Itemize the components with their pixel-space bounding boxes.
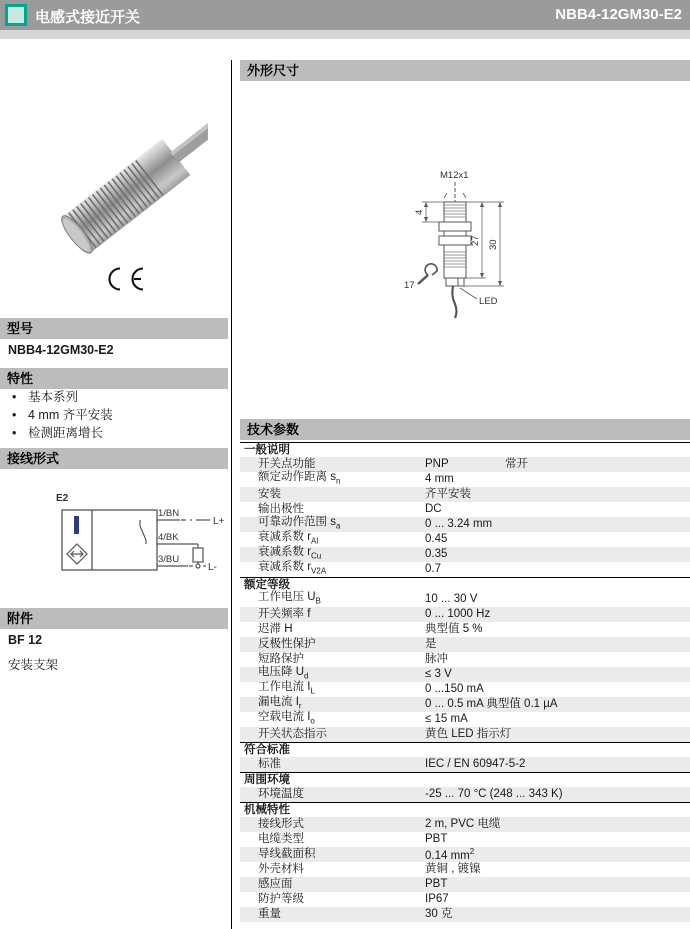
terminal-lplus: L+: [213, 516, 225, 527]
table-section-header: [240, 772, 690, 787]
accessory-description: 安装支架: [8, 658, 59, 672]
table-row: [240, 502, 690, 517]
param-label: 接线形式: [258, 818, 304, 830]
table-row: [240, 907, 690, 922]
param-value: 0 ... 3.24 mm: [425, 518, 493, 530]
table-row: [240, 472, 690, 487]
table-row: [240, 847, 690, 862]
header-model-number: NBB4-12GM30-E2: [555, 6, 682, 23]
param-value: IEC / EN 60947-5-2: [425, 758, 526, 770]
param-value: 30 克: [425, 908, 453, 920]
param-value: DC: [425, 503, 442, 515]
param-label: 标准: [258, 758, 281, 770]
param-value: 齐平安装: [425, 488, 471, 500]
section-title: 一般说明: [244, 443, 290, 456]
param-value: 0 ... 1000 Hz: [425, 608, 491, 620]
param-label: 输出极性: [258, 503, 304, 515]
table-row: [240, 562, 690, 577]
product-photo: [38, 62, 208, 262]
param-label: 开关点功能: [258, 458, 316, 470]
dim-4-label: 4: [414, 209, 425, 215]
ce-mark-icon: [110, 269, 144, 290]
table-row: [240, 457, 690, 472]
wire-label-bn: 1/BN: [158, 508, 180, 519]
table-row: [240, 667, 690, 682]
wiring-diagram-label: E2: [56, 493, 69, 504]
param-label: 工作电流 $I_L$: [258, 681, 315, 696]
param-label: 开关频率 f: [258, 608, 311, 620]
table-row: [240, 892, 690, 907]
param-label: 工作电压 $U_B$: [258, 591, 321, 606]
section-title: 机械特性: [244, 803, 290, 816]
param-value: 常开: [505, 458, 528, 470]
param-value: PBT: [425, 878, 448, 890]
connection-section-header: 接线形式: [0, 448, 228, 469]
model-section-header: 型号: [0, 318, 228, 339]
param-value: 0.45: [425, 533, 448, 545]
param-label: 重量: [258, 908, 281, 920]
table-row: [240, 607, 690, 622]
param-value: 10 ... 30 V: [425, 593, 478, 605]
param-value: PBT: [425, 833, 448, 845]
param-label: 空载电流 $I_o$: [258, 711, 315, 726]
param-value: 黄铜 , 镀镍: [425, 863, 481, 875]
param-label: 电缆类型: [258, 833, 304, 845]
param-label: 导线截面积: [258, 848, 316, 860]
title-bar: [0, 0, 690, 30]
param-label: 衰减系数 $r_{V2A}$: [258, 561, 327, 576]
table-row: [240, 727, 690, 742]
dim-27-label: 27: [470, 235, 481, 246]
bullet-icon: •: [12, 390, 17, 404]
param-value: 脉冲: [425, 653, 448, 665]
wire-label-bu: 3/BU: [158, 554, 180, 565]
table-section-header: [240, 442, 690, 457]
dim-30-label: 30: [488, 239, 499, 250]
dim-wrench-label: 17: [404, 280, 415, 291]
output-symbol-icon: [74, 516, 79, 534]
param-label: 额定动作距离 $s_n$: [258, 471, 341, 486]
param-label: 开关状态指示: [258, 728, 327, 740]
param-value: PNP: [425, 458, 449, 470]
table-row: [240, 877, 690, 892]
table-section-header: [240, 802, 690, 817]
table-row: [240, 517, 690, 532]
param-label: 短路保护: [258, 653, 304, 665]
table-row: [240, 622, 690, 637]
terminal-lminus: L-: [208, 562, 217, 573]
wire-label-bk: 4/BK: [158, 532, 179, 543]
dimension-drawing: [380, 160, 560, 325]
bullet-icon: •: [12, 426, 17, 440]
param-label: 外壳材料: [258, 863, 304, 875]
param-value: IP67: [425, 893, 449, 905]
table-row: [240, 712, 690, 727]
bullet-icon: •: [12, 408, 17, 422]
table-row: [240, 682, 690, 697]
param-value: 2 m, PVC 电缆: [425, 818, 501, 830]
param-value: -25 ... 70 °C (248 ... 343 K): [425, 788, 563, 800]
param-label: 电压降 $U_d$: [258, 666, 309, 681]
param-value: ≤ 15 mA: [425, 713, 468, 725]
model-number: NBB4-12GM30-E2: [8, 343, 114, 357]
table-row: [240, 487, 690, 502]
param-value: 4 mm: [425, 473, 454, 485]
table-row: [240, 532, 690, 547]
param-label: 安装: [258, 488, 281, 500]
page-title: 电感式接近开关: [35, 9, 141, 26]
table-row: [240, 757, 690, 772]
column-divider: [231, 60, 232, 929]
wrench-icon: [418, 264, 437, 284]
param-value: 0.35: [425, 548, 448, 560]
param-label: 可靠动作范围 $s_a$: [258, 516, 341, 531]
technical-data-table: [240, 442, 690, 922]
param-value: 黄色 LED 指示灯: [425, 728, 512, 740]
section-title: 符合标准: [244, 743, 290, 756]
table-row: [240, 592, 690, 607]
param-value: 0.7: [425, 563, 441, 575]
ce-mark: [100, 264, 160, 294]
feature-item: • 基本系列: [12, 390, 79, 404]
brand-logo-icon: [5, 4, 27, 26]
table-row: [240, 817, 690, 832]
param-value: 0.14 $mm^2$: [425, 847, 475, 863]
table-row: [240, 652, 690, 667]
param-label: 反极性保护: [258, 638, 316, 650]
table-row: [240, 787, 690, 802]
feature-item: • 4 mm 齐平安装: [12, 408, 113, 422]
table-row: [240, 547, 690, 562]
param-label: 衰减系数 $r_{Cu}$: [258, 546, 322, 561]
accessory-name: BF 12: [8, 633, 43, 647]
feature-item: • 检测距离增长: [12, 426, 104, 440]
param-value: 0 ... 0.5 mA 典型值 0.1 µA: [425, 698, 558, 710]
param-label: 感应面: [258, 878, 293, 890]
sensor-barrel: [57, 105, 208, 256]
header-substrip: [0, 30, 690, 39]
dimensions-section-header: 外形尺寸: [240, 60, 690, 81]
table-section-header: [240, 577, 690, 592]
param-value: 典型值 5 %: [425, 623, 483, 635]
table-row: [240, 862, 690, 877]
param-value: ≤ 3 V: [425, 668, 452, 680]
table-row: [240, 697, 690, 712]
tech-section-header: 技术参数: [240, 419, 690, 440]
param-label: 环境温度: [258, 788, 304, 800]
param-label: 防护等级: [258, 893, 304, 905]
features-section-header: 特性: [0, 368, 228, 389]
param-label: 衰减系数 $r_{Al}$: [258, 531, 319, 546]
accessories-section-header: 附件: [0, 608, 228, 629]
param-label: 漏电流 $I_r$: [258, 696, 302, 711]
section-title: 周围环境: [244, 773, 290, 786]
table-row: [240, 637, 690, 652]
feature-list: [10, 390, 225, 444]
param-value: 是: [425, 638, 437, 650]
table-section-header: [240, 742, 690, 757]
dim-led-label: LED: [479, 296, 498, 307]
param-label: 迟滞 H: [258, 623, 293, 635]
dim-thread-label: M12x1: [440, 170, 469, 181]
wiring-diagram: [50, 488, 230, 588]
param-value: 0 ...150 mA: [425, 683, 484, 695]
section-title: 额定等级: [244, 578, 290, 591]
